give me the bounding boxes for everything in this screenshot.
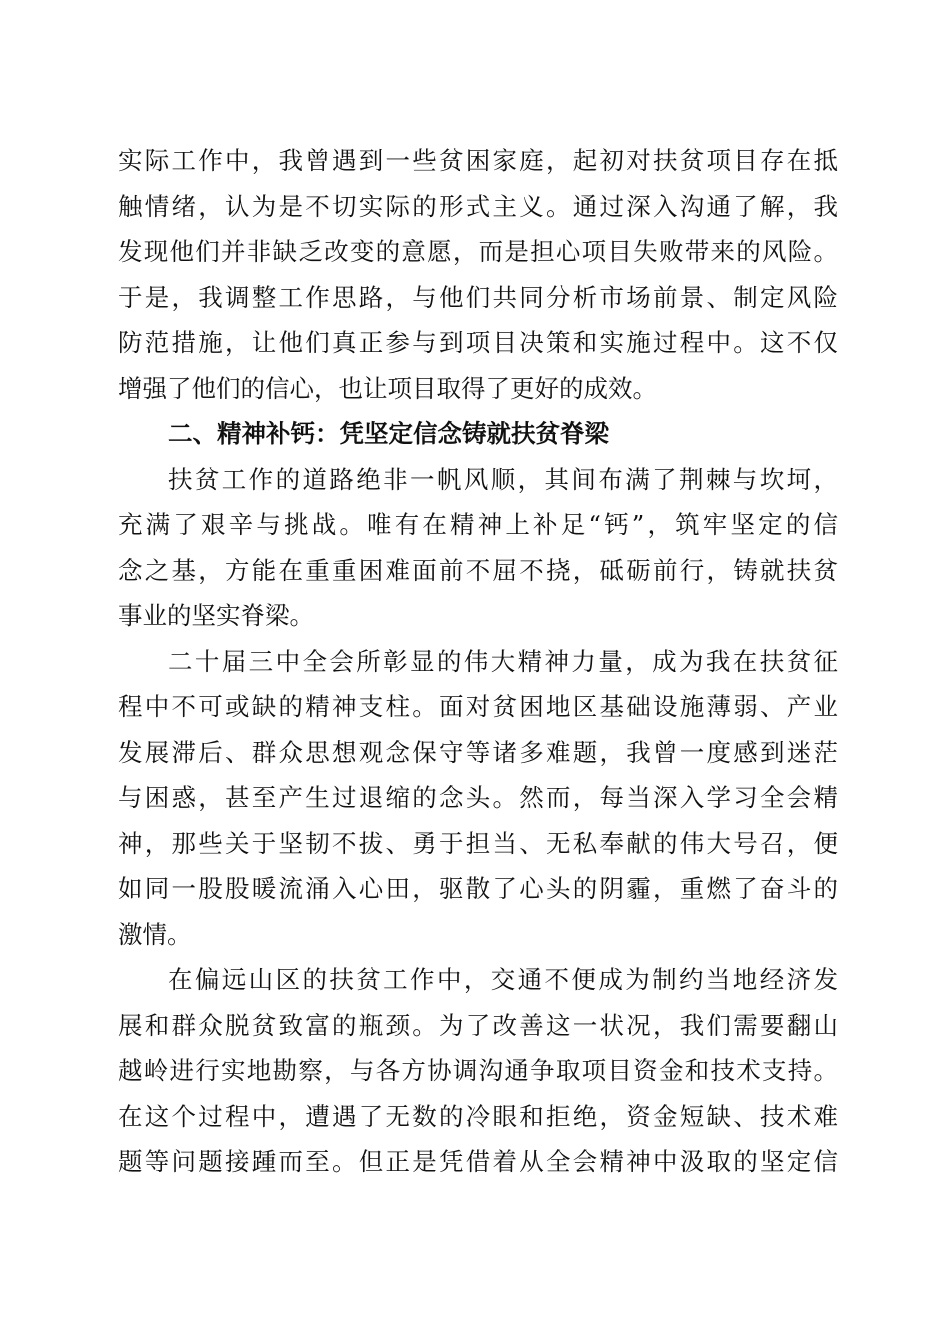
text-line: 神，那些关于坚韧不拔、勇于担当、无私奉献的伟大号召，便 [118,828,838,858]
text-line: 念之基，方能在重重困难面前不屈不挠，砥砺前行，铸就扶贫 [118,555,838,585]
text-line: 二十届三中全会所彰显的伟大精神力量，成为我在扶贫征 [168,646,838,676]
paragraph-4 [118,957,838,1185]
text-line: 防范措施，让他们真正参与到项目决策和实施过程中。这不仅 [118,328,838,357]
text-line: 增强了他们的信心，也让项目取得了更好的成效。 [118,373,657,403]
text-line: 充满了艰辛与挑战。唯有在精神上补足“钙”，筑牢坚定的信 [118,510,838,539]
text-line: 事业的坚实脊梁。 [118,601,314,630]
text-line: 越岭进行实地勘察，与各方协调沟通争取项目资金和技术支持。 [118,1056,838,1085]
text-line: 发现他们并非缺乏改变的意愿，而是担心项目失败带来的风险。 [118,237,838,266]
text-line: 题等问题接踵而至。但正是凭借着从全会精神中汲取的坚定信 [118,1147,838,1176]
section-heading: 二、精神补钙：凭坚定信念铸就扶贫脊梁 [168,419,609,448]
document-body [118,138,838,1185]
text-line: 激情。 [118,919,192,949]
text-line: 扶贫工作的道路绝非一帆风顺，其间布满了荆棘与坎坷， [168,464,838,494]
text-line: 实际工作中，我曾遇到一些贫困家庭，起初对扶贫项目存在抵 [118,146,838,175]
text-line: 如同一股股暖流涌入心田，驱散了心头的阴霾，重燃了奋斗的 [118,874,838,903]
text-line: 于是，我调整工作思路，与他们共同分析市场前景、制定风险 [118,282,838,312]
text-line: 触情绪，认为是不切实际的形式主义。通过深入沟通了解，我 [118,191,838,221]
text-line: 程中不可或缺的精神支柱。面对贫困地区基础设施薄弱、产业 [118,692,838,721]
paragraph-3 [118,639,838,958]
text-line: 在这个过程中，遭遇了无数的冷眼和拒绝，资金短缺、技术难 [118,1101,838,1131]
text-line: 展和群众脱贫致富的瓶颈。为了改善这一状况，我们需要翻山 [118,1010,838,1040]
paragraph-1 [118,138,838,411]
paragraph-2 [118,457,838,639]
text-line: 与困惑，甚至产生过退缩的念头。然而，每当深入学习全会精 [118,783,838,812]
text-line: 在偏远山区的扶贫工作中，交通不便成为制约当地经济发 [168,965,838,994]
text-line: 发展滞后、群众思想观念保守等诸多难题，我曾一度感到迷茫 [118,737,838,767]
